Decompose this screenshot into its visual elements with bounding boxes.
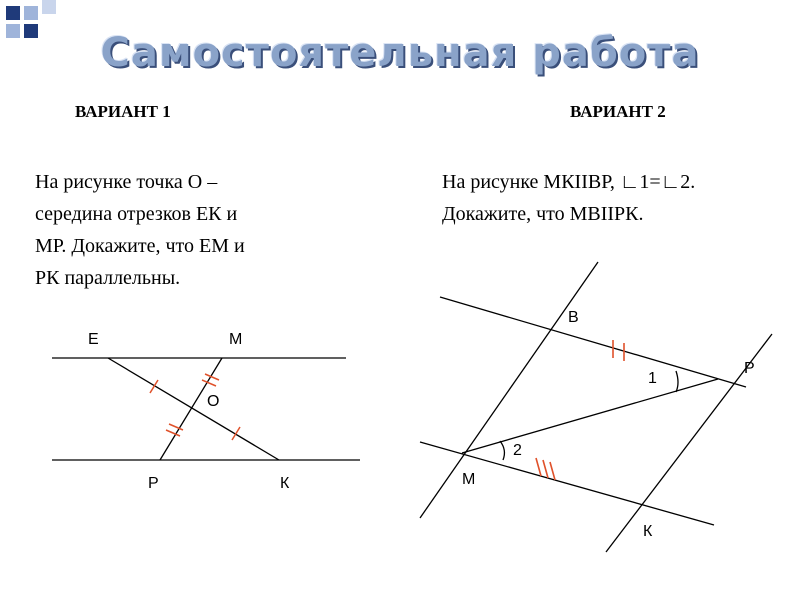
- variant-1-heading: ВАРИАНТ 1: [75, 102, 171, 121]
- label-m: М: [462, 471, 476, 488]
- angle-2-arc: [500, 441, 504, 460]
- task-line: На рисунке МКIIВР, ∟1=∟2.: [442, 171, 696, 193]
- task-line: РК параллельны.: [35, 267, 181, 289]
- task-line: Докажите, что МВIIРК.: [442, 203, 644, 225]
- task-line: На рисунке точка О –: [35, 171, 218, 193]
- variant-2-heading: ВАРИАНТ 2: [570, 102, 666, 121]
- label-angle-1: 1: [648, 370, 657, 387]
- line-mb: [420, 262, 598, 518]
- label-e: Е: [88, 331, 99, 348]
- label-k: К: [643, 523, 653, 540]
- label-p: Р: [744, 360, 755, 377]
- label-p: Р: [148, 475, 159, 492]
- task-line: середина отрезков ЕК и: [35, 203, 238, 225]
- label-angle-2: 2: [513, 442, 522, 459]
- slide-title: Самостоятельная работа: [100, 30, 700, 76]
- label-m: М: [229, 331, 243, 348]
- label-k: К: [280, 475, 290, 492]
- task-line: МР. Докажите, что ЕМ и: [35, 235, 245, 257]
- label-b: В: [568, 309, 579, 326]
- label-o: О: [207, 393, 220, 410]
- angle-1-arc: [676, 371, 678, 392]
- line-bp: [440, 297, 746, 387]
